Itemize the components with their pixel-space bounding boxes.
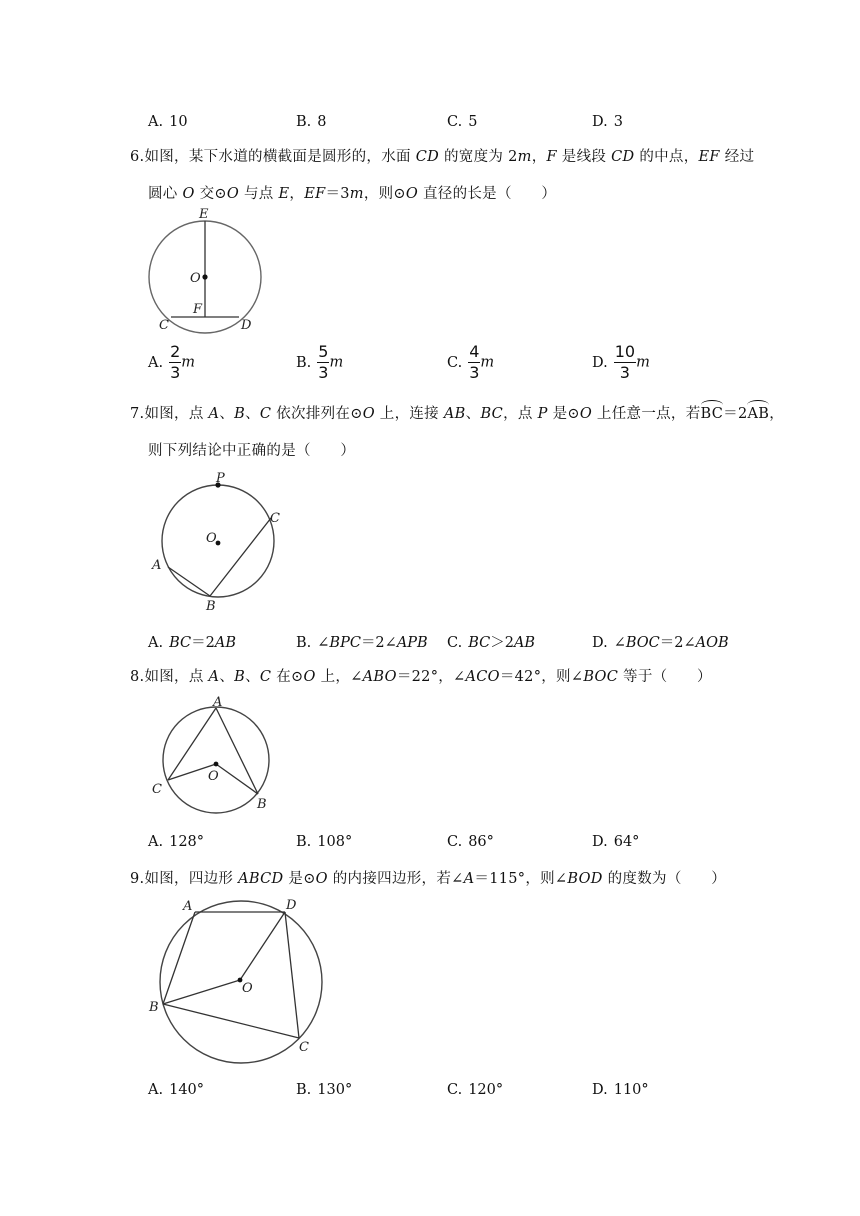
svg-text:C: C — [159, 318, 169, 333]
q8-option-b: B. 108° — [296, 834, 353, 850]
q5-option-b: B. 8 — [296, 114, 327, 130]
q9-option-d: D. 110° — [592, 1082, 649, 1098]
svg-text:C: C — [299, 1040, 309, 1055]
svg-text:D: D — [241, 318, 252, 333]
q6-option-c: C. $\frac{4}{3}$ m — [447, 342, 495, 382]
svg-text:C: C — [270, 511, 280, 526]
q5-option-a: A. 10 — [148, 114, 188, 130]
svg-text:B: B — [257, 797, 267, 812]
q6-stem-line2: 圆心 O 交⊙O 与点 E，EF＝3m，则⊙O 直径的长是（ ） — [148, 186, 557, 202]
q7-circle-diagram — [148, 470, 298, 615]
q7-stem-line1: 7.如图，点 A、B、C 依次排列在⊙O 上，连接 AB、BC，点 P 是⊙O 上任意一点，若BC＝2AB， — [130, 406, 785, 422]
q6-stem-line1: 6.如图，某下水道的横截面是圆形的，水面 CD 的宽度为 2m，F 是线段 CD 的中点，EF 经过 — [130, 149, 755, 165]
q7-option-c: C. BC＞2AB — [447, 635, 536, 651]
q9-option-c: C. 120° — [447, 1082, 504, 1098]
q5-option-d: D. 3 — [592, 114, 623, 130]
svg-text:A: A — [213, 695, 223, 710]
svg-text:B: B — [149, 1000, 159, 1015]
q8-option-a: A. 128° — [148, 834, 205, 850]
svg-text:F: F — [193, 302, 203, 317]
svg-text:O: O — [242, 981, 253, 996]
svg-text:A: A — [183, 899, 193, 914]
q5-option-c: C. 5 — [447, 114, 478, 130]
q6-option-a: A. $\frac{2}{3}$ m — [148, 342, 196, 382]
q9-option-a: A. 140° — [148, 1082, 205, 1098]
svg-text:E: E — [199, 207, 209, 222]
svg-text:C: C — [152, 782, 162, 797]
svg-text:B: B — [206, 599, 216, 614]
q8-option-d: D. 64° — [592, 834, 640, 850]
svg-text:O: O — [206, 531, 217, 546]
svg-text:O: O — [208, 769, 219, 784]
q7-option-d: D. ∠BOC＝2∠AOB — [592, 635, 729, 651]
svg-text:A: A — [152, 558, 162, 573]
svg-text:P: P — [216, 471, 225, 486]
q8-circle-diagram — [148, 694, 278, 819]
q6-option-d: D. $\frac{10}{3}$ m — [592, 342, 650, 382]
q6-option-b: B. $\frac{5}{3}$ m — [296, 342, 344, 382]
q7-option-b: B. ∠BPC＝2∠APB — [296, 635, 428, 651]
q7-option-a: A. BC＝2AB — [148, 635, 236, 651]
q8-stem-line1: 8.如图，点 A、B、C 在⊙O 上，∠ABO＝22°，∠ACO＝42°，则∠BOC 等于（ ） — [130, 669, 712, 685]
q9-circle-diagram — [145, 892, 330, 1067]
q9-option-b: B. 130° — [296, 1082, 353, 1098]
q9-stem-line1: 9.如图，四边形 ABCD 是⊙O 的内接四边形，若∠A＝115°，则∠BOD 的度数为（ ） — [130, 871, 727, 887]
svg-text:D: D — [286, 898, 297, 913]
svg-text:O: O — [190, 271, 201, 286]
q7-stem-line2: 则下列结论中正确的是（ ） — [148, 443, 356, 459]
q8-option-c: C. 86° — [447, 834, 494, 850]
q6-circle-diagram — [140, 205, 275, 340]
